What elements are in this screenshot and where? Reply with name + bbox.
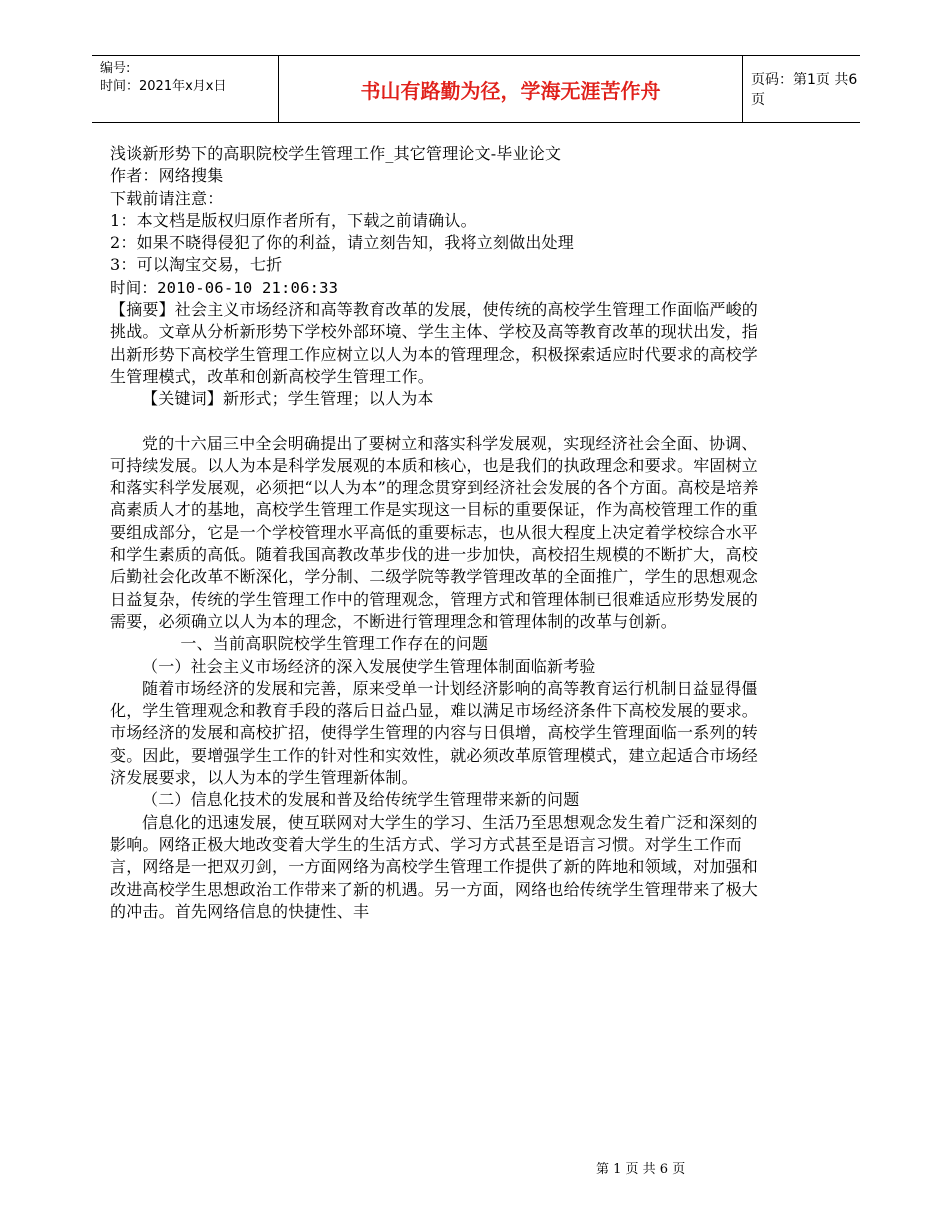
paragraph: 信息化的迅速发展，使互联网对大学生的学习、生活乃至思想观念发生着广泛和深刻的影响。网络正极大地改变着大学生的生活方式、学习方式甚至是语言习惯。对学生工作而言，网络是一把双刃剑，一方面网络为高校学生管理工作提供了新的阵地和领域，对加强和改进高校学生思想政治工作带来了新的机遇。另一方面，网络也给传统学生管理带来了极大的冲击。首先网络信息的快捷性、丰 bbox=[110, 812, 759, 921]
doc-time: 时间：2010-06-10 21:06:33 bbox=[110, 278, 339, 297]
subsection-heading: （一）社会主义市场经济的深入发展使学生管理体制面临新考验 bbox=[142, 656, 596, 676]
spacer bbox=[110, 411, 770, 433]
doc-title: 浅谈新形势下的高职院校学生管理工作_其它管理论文-毕业论文 bbox=[110, 144, 562, 163]
code-label: 编号: bbox=[100, 61, 131, 76]
notice-title: 下载前请注意： bbox=[110, 188, 224, 208]
page-footer: 第 1 页 共 6 页 bbox=[596, 1162, 686, 1177]
notice-item-2: 2：如果不晓得侵犯了你的利益，请立刻告知，我将立刻做出处理 bbox=[110, 233, 574, 253]
notice-item-3: 3：可以淘宝交易，七折 bbox=[110, 255, 283, 275]
keywords: 【关键词】新形式；学生管理；以人为本 bbox=[142, 389, 434, 409]
header-meta bbox=[92, 56, 278, 122]
header-motto: 书山有路勤为径，学海无涯苦作舟 bbox=[278, 56, 743, 122]
section-heading: 一、当前高职院校学生管理工作存在的问题 bbox=[180, 634, 489, 654]
time-label: 时间：2021年x月x日 bbox=[100, 79, 227, 94]
page-header bbox=[92, 55, 860, 123]
abstract: 【摘要】社会主义市场经济和高等教育改革的发展，使传统的高校学生管理工作面临严峻的挑战。文章从分析新形势下学校外部环境、学生主体、学校及高等教育改革的现状出发，指出新形势下高校学生管理工作应树立以人为本的管理理念，积极探索适应时代要求的高校学生管理模式，改革和创新高校学生管理工作。 bbox=[110, 300, 759, 386]
notice-item-1: 1：本文档是版权归原作者所有，下载之前请确认。 bbox=[110, 210, 477, 230]
paragraph: 随着市场经济的发展和完善，原来受单一计划经济影响的高等教育运行机制日益显得僵化，学生管理观念和教育手段的落后日益凸显，难以满足市场经济条件下高校发展的要求。市场经济的发展和高校扩招，使得学生管理的内容与日俱增，高校学生管理面临一系列的转变。因此，要增强学生工作的针对性和实效性，就必须改革原管理模式，建立起适合市场经济发展要求，以人为本的学生管理新体制。 bbox=[110, 678, 759, 788]
doc-author: 作者：网络搜集 bbox=[110, 166, 224, 186]
subsection-heading: （二）信息化技术的发展和普及给传统学生管理带来新的问题 bbox=[142, 790, 580, 810]
document-body bbox=[110, 143, 770, 923]
paragraph: 党的十六届三中全会明确提出了要树立和落实科学发展观，实现经济社会全面、协调、可持续发展。以人为本是科学发展观的本质和核心，也是我们的执政理念和要求。牢固树立和落实科学发展观，必须把“以人为本”的理念贯穿到经济社会发展的各个方面。高校是培养高素质人才的基地，高校学生管理工作是实现这一目标的重要保证，作为高校管理工作的重要组成部分，它是一个学校管理水平高低的重要标志，也从很大程度上决定着学校综合水平和学生素质的高低。随着我国高教改革步伐的进一步加快，高校招生规模的不断扩大，高校后勤社会化改革不断深化，学分制、二级学院等教学管理改革的全面推广，学生的思想观念日益复杂，传统的学生管理工作中的管理观念，管理方式和管理体制已很难适应形势发展的需要，必须确立以人为本的理念，不断进行管理理念和管理体制的改革与创新。 bbox=[110, 433, 759, 631]
header-page-info: 页码：第1页 共6页 bbox=[751, 72, 858, 108]
